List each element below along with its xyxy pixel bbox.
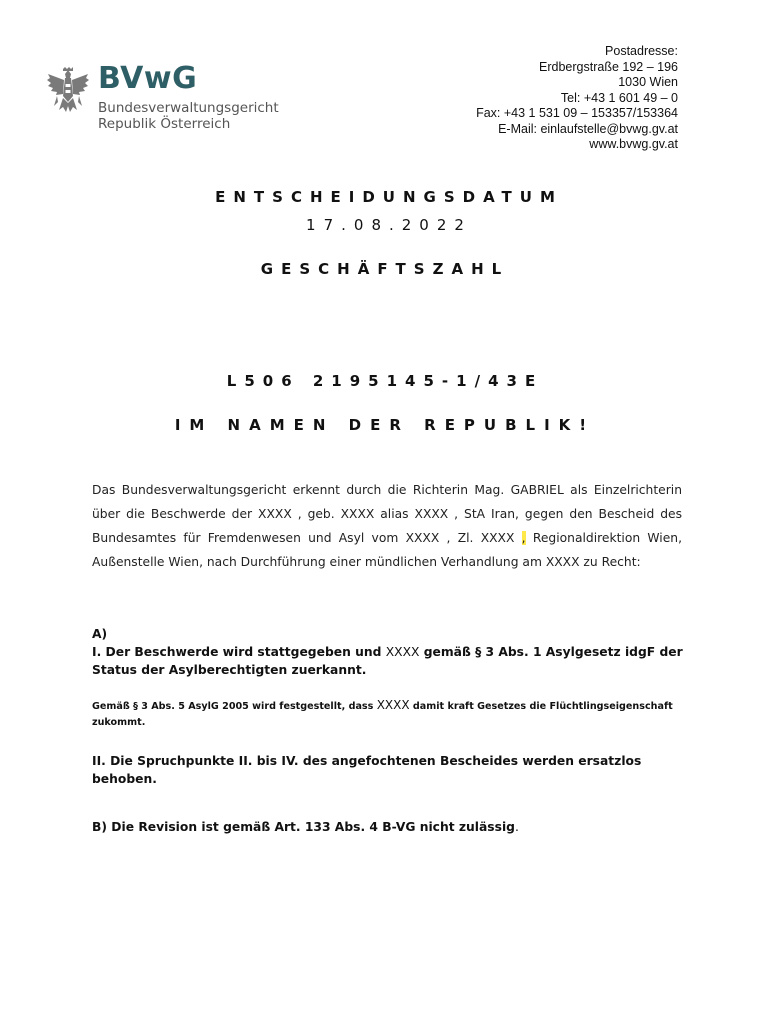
case-number-label: GESCHÄFTSZAHL [260, 260, 510, 278]
refugee-statement-start: Gemäß § 3 Abs. 5 AsylG 2005 wird festgestellt, dass [92, 701, 377, 712]
intro-line-4: Außenstelle Wien, nach Durchführung einer mündlichen Verhandlung am XXXX zu Recht: [92, 555, 641, 569]
ruling-b-period: . [514, 820, 519, 834]
intro-line-3 [92, 526, 682, 550]
austrian-eagle-icon [46, 66, 90, 114]
bvwg-logo [46, 61, 286, 134]
address-fax: Fax: +43 1 531 09 – 153357/153364 [476, 106, 678, 120]
address-city: 1030 Wien [618, 75, 678, 89]
ruling-i-start: I. Der Beschwerde wird stattgegeben und [92, 645, 386, 659]
ruling-refugee-statement [92, 697, 692, 731]
intro-line-3-start: Bundesamtes für Fremdenwesen und Asyl vom XXXX , Zl. XXXX [92, 531, 522, 545]
decision-date: 17.08.2022 [306, 216, 472, 234]
intro-paragraph [92, 478, 682, 574]
ruling-i-redacted: XXXX [385, 645, 420, 659]
address-label: Postadresse: [605, 44, 678, 58]
case-number: L506 2195145-1/43E [226, 372, 544, 390]
ruling-a-label: A) [92, 627, 108, 641]
logo-subtitle [98, 100, 279, 132]
logo-brand: BVwG [98, 61, 198, 96]
address-email: E-Mail: einlaufstelle@bvwg.gv.at [498, 121, 678, 136]
intro-line-1: Das Bundesverwaltungsgericht erkennt durch die Richterin Mag. GABRIEL als Einzelrichterin [92, 483, 682, 497]
highlight-mark: , [521, 531, 526, 545]
postal-address [476, 44, 678, 153]
refugee-statement-end: damit kraft Gesetzes die Flüchtlingseigenschaft zukommt. [92, 701, 673, 728]
decision-date-label: ENTSCHEIDUNGSDATUM [215, 188, 563, 206]
intro-line-2: über die Beschwerde der XXXX , geb. XXXX alias XXXX , StA Iran, gegen den Bescheid des [92, 507, 682, 521]
in-the-name-heading: IM NAMEN DER REPUBLIK! [174, 416, 596, 434]
logo-subtitle-line1: Bundesverwaltungsgericht [98, 100, 279, 116]
address-street: Erdbergstraße 192 – 196 [539, 59, 678, 74]
address-web: www.bvwg.gv.at [589, 137, 678, 151]
ruling-point-ii: II. Die Spruchpunkte II. bis IV. des angefochtenen Bescheides werden ersatzlos behoben. [92, 754, 642, 786]
ruling-b [92, 818, 692, 836]
address-tel: Tel: +43 1 601 49 – 0 [560, 90, 678, 105]
refugee-statement-redacted: XXXX [376, 698, 410, 712]
ruling-point-i [92, 643, 692, 679]
logo-subtitle-line2: Republik Österreich [98, 116, 231, 132]
ruling-b-text: B) Die Revision ist gemäß Art. 133 Abs. 4 B-VG nicht zulässig [92, 820, 515, 834]
intro-line-3-end: Regionaldirektion Wien, [525, 531, 682, 545]
ruling-i-end: gemäß § 3 Abs. 1 Asylgesetz idgF der Status der Asylberechtigten zuerkannt. [92, 645, 683, 677]
